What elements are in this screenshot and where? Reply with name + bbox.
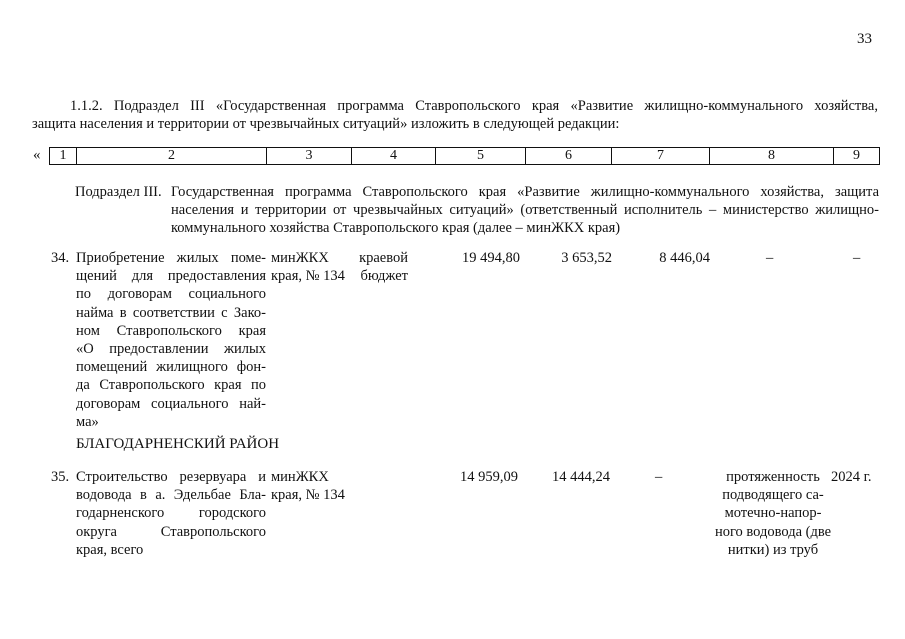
subsection-title-line-3: коммунального хозяйства Ставропольского края (далее – минЖКХ края): [171, 220, 621, 236]
row34-col9: –: [853, 250, 861, 266]
row34-name-line: ном Ставропольского края: [76, 322, 266, 339]
subsection-label: Подраздел III.: [75, 184, 162, 200]
intro-line-1: 1.1.2. Подраздел III «Государственная программа Ставропольского края «Развитие жилищно-коммунального хозяйства,: [70, 98, 878, 114]
header-col-7: 7: [612, 148, 710, 164]
row34-name-line: ма»: [76, 413, 99, 430]
page-number: 33: [857, 31, 872, 47]
row34-executor-line: края, № 134: [271, 268, 345, 285]
row34-col8: –: [766, 250, 774, 266]
row35-executor: [271, 468, 345, 504]
header-col-6: 6: [526, 148, 612, 164]
row35-col5: 14 959,09: [460, 469, 518, 485]
row35-col7: –: [655, 469, 663, 485]
row34-col7: 8 446,04: [659, 250, 710, 266]
header-col-5: 5: [436, 148, 526, 164]
row34-funding-source: [340, 249, 408, 285]
row34-name-line: щений для предоставления: [76, 268, 266, 285]
row34-col6: 3 653,52: [561, 250, 612, 266]
header-col-3: 3: [267, 148, 352, 164]
row34-name-line: найма в соответствии с Зако-: [76, 304, 266, 321]
row34-source-line: краевой: [359, 250, 408, 266]
row35-executor-line: края, № 134: [271, 487, 345, 504]
row35-col8-line: мотечно-напор-: [724, 505, 822, 522]
row34-name-line: помещений жилищного фон-: [76, 359, 266, 376]
intro-line-2: защита населения и территории от чрезвычайных ситуаций» изложить в следующей редакции:: [32, 116, 620, 132]
row35-col8-line: нитки) из труб: [727, 541, 819, 558]
row35-col8-line: протяженность: [726, 469, 820, 485]
row35-name-line: водовода в а. Эдельбае Бла-: [76, 487, 266, 504]
header-col-1: 1: [50, 148, 77, 164]
row34-name: [76, 249, 266, 431]
district-heading: БЛАГОДАРНЕНСКИЙ РАЙОН: [76, 436, 280, 452]
row34-name-line: по договорам социального: [76, 286, 266, 303]
row35-col9: 2024 г.: [831, 469, 872, 485]
row35-col8: [705, 468, 841, 559]
row35-col6: 14 444,24: [552, 469, 610, 485]
row35-name: [76, 468, 266, 559]
row34-name-line: договорам социального най-: [76, 395, 266, 412]
row35-name-line: округа Ставропольского: [76, 523, 266, 540]
row35-name-line: годарненского городского: [76, 505, 266, 522]
header-col-2: 2: [77, 148, 267, 164]
header-col-8: 8: [710, 148, 834, 164]
row34-name-line: да Ставропольского края по: [76, 377, 266, 394]
row34-number: 34.: [51, 250, 70, 266]
row35-number: 35.: [51, 469, 70, 485]
row35-col8-line: ного водовода (две: [714, 523, 832, 540]
row34-name-line: Приобретение жилых поме-: [76, 250, 266, 266]
row35-col8-line: подводящего са-: [722, 487, 824, 504]
row34-source-line: бюджет: [360, 268, 408, 285]
row35-executor-line: минЖКХ: [271, 469, 329, 485]
row34-executor: [271, 249, 345, 285]
row34-col5: 19 494,80: [462, 250, 520, 266]
row34-name-line: «О предоставлении жилых: [76, 341, 266, 358]
row35-name-line: края, всего: [76, 541, 144, 558]
subsection-title-line-1: Государственная программа Ставропольского края «Развитие жилищно-коммунального хозяйства, защита: [171, 184, 879, 200]
table-header-row: [49, 147, 880, 165]
subsection-title-line-2: населения и территории от чрезвычайных ситуаций» (ответственный исполнитель – министерство жилищно-: [171, 202, 879, 218]
header-col-4: 4: [352, 148, 436, 164]
row34-executor-line: минЖКХ: [271, 250, 329, 266]
header-col-9: 9: [853, 148, 860, 163]
row35-name-line: Строительство резервуара и: [76, 469, 266, 485]
open-quote: «: [33, 147, 41, 163]
